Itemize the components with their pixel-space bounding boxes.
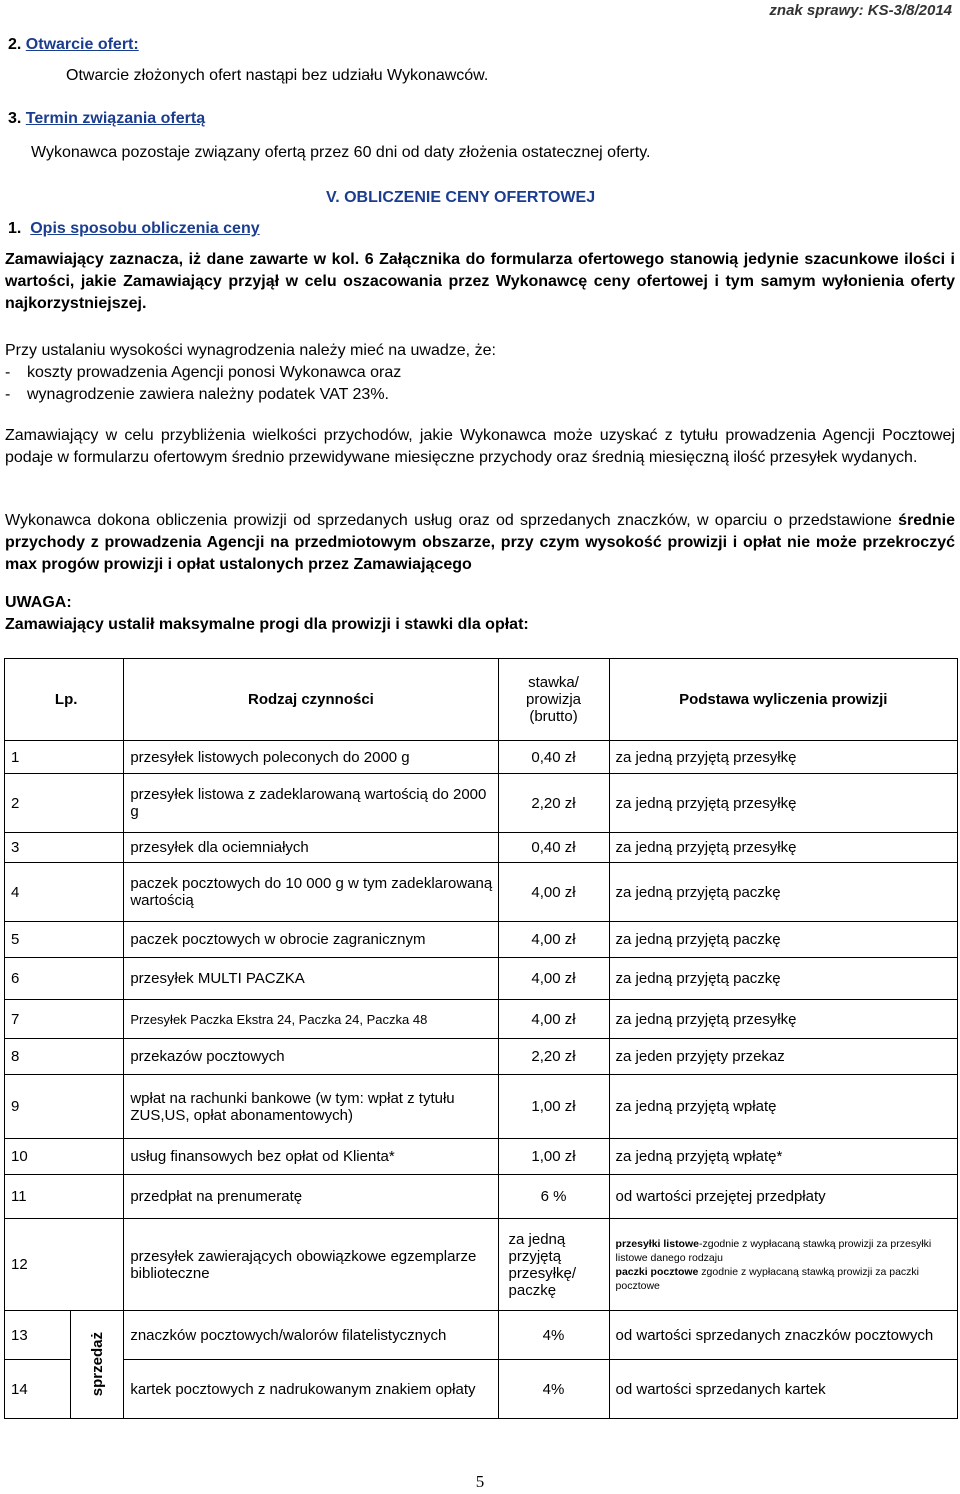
table-header-row (5, 659, 958, 741)
section-1-title: Opis sposobu obliczenia ceny (30, 220, 260, 237)
remuneration-intro: Przy ustalaniu wysokości wynagrodzenia należy mieć na uwadze, że: (5, 342, 496, 359)
header-lp: Lp. (5, 659, 124, 741)
section-1-number: 1. (8, 220, 22, 237)
uwaga-label: UWAGA: (5, 594, 72, 611)
table-row: 14 kartek pocztowych z nadrukowanym znakiem opłaty 4% od wartości sprzedanych kartek (5, 1360, 958, 1419)
table-row: 7 Przesyłek Paczka Ekstra 24, Paczka 24, Paczka 48 4,00 zł za jedną przyjętą przesyłkę (5, 1000, 958, 1039)
section-3-number: 3. (8, 110, 22, 127)
table-row: 10 usług finansowych bez opłat od Klienta* 1,00 zł za jedną przyjętą wpłatę* (5, 1139, 958, 1175)
commission-text: Wykonawca dokona obliczenia prowizji od sprzedanych usług oraz od sprzedanych znaczków, w oparciu o przedstawione (5, 512, 899, 529)
section-2-number: 2. (8, 36, 22, 53)
thresholds-intro: Zamawiający ustalił maksymalne progi dla prowizji i stawki dla opłat: (5, 616, 529, 633)
paragraph-commission (5, 510, 955, 576)
case-number: znak sprawy: KS-3/8/2014 (769, 2, 952, 19)
commission-bold-text: średnie przychody z prowadzenia Agencji na przedmiotowym obszarze, przy czym wysokość prowizji i opłat nie może przekroczyć max progów prowizji i opłat ustalonych przez Zamawiającego (5, 512, 955, 573)
paragraph-revenue: Zamawiający w celu przybliżenia wielkości przychodów, jakie Wykonawca może uzyskać z tytułu prowadzenia Agencji Pocztowej podaje w formularzu ofertowym średnio przewidywane miesięczne przychody oraz średnią miesięczną ilość przesyłek wydanych. (5, 427, 955, 466)
table-row: 1 przesyłek listowych poleconych do 2000 g 0,40 zł za jedną przyjętą przesyłkę (5, 741, 958, 774)
section-1-heading (8, 220, 260, 238)
table-row: 9 wpłat na rachunki bankowe (w tym: wpłat z tytułu ZUS,US, opłat abonamentowych) 1,00 zł za jedną przyjętą wpłatę (5, 1075, 958, 1139)
paragraph-estimates: Zamawiający zaznacza, iż dane zawarte w kol. 6 Załącznika do formularza ofertowego stanowią jedynie szacunkowe ilości i wartości, jakie Zamawiający przyjął w celu oszacowania przez Wykonawcę ceny ofertowej i tym samym wyłonienia oferty najkorzystniejszej. (5, 251, 955, 312)
commission-table (4, 658, 958, 1419)
table-row: 13 sprzedaż znaczków pocztowych/walorów filatelistycznych 4% od wartości sprzedanych znaczków pocztowych (5, 1311, 958, 1360)
table-cell-basis-12: przesyłki listowe-zgodnie z wypłacaną stawką prowizji za przesyłki listowe danego rodzaju paczki pocztowe zgodnie z wypłacaną stawką prowizji za paczki pocztowe (609, 1219, 957, 1311)
remuneration-item: - koszty prowadzenia Agencji ponosi Wykonawca oraz (5, 364, 402, 381)
table-row: 11 przedpłat na prenumeratę 6 % od wartości przejętej przedpłaty (5, 1175, 958, 1219)
chapter-title: V. OBLICZENIE CENY OFERTOWEJ (326, 189, 596, 206)
section-2-text: Otwarcie złożonych ofert nastąpi bez udziału Wykonawców. (66, 67, 489, 84)
remuneration-item: - wynagrodzenie zawiera należny podatek VAT 23%. (5, 386, 389, 403)
section-2-title: Otwarcie ofert: (25, 36, 139, 53)
table-row: 3 przesyłek dla ociemniałych 0,40 zł za jedną przyjętą przesyłkę (5, 833, 958, 863)
section-3-title: Termin związania ofertą (25, 110, 206, 127)
table-row: 4 paczek pocztowych do 10 000 g w tym zadeklarowaną wartością 4,00 zł za jedną przyjętą paczkę (5, 863, 958, 922)
table-row: 6 przesyłek MULTI PACZKA 4,00 zł za jedną przyjętą paczkę (5, 958, 958, 1000)
section-2-heading (8, 36, 139, 54)
header-rate: stawka/ prowizja (brutto) (498, 659, 609, 741)
page-number: 5 (475, 1472, 485, 1491)
table-row: 2 przesyłek listowa z zadeklarowaną wartością do 2000 g 2,20 zł za jedną przyjętą przesyłkę (5, 774, 958, 833)
table-row: 12 przesyłek zawierających obowiązkowe egzemplarze biblioteczne za jedną przyjętą przesyłkę/ paczkę przesyłki listowe-zgodnie z wypłacaną stawką prowizji za przesyłki listowe danego rodzaju paczki pocztowe zgodnie z wypłacaną stawką prowizji za paczki pocztowe (5, 1219, 958, 1311)
group-label-cell (71, 1311, 124, 1419)
section-3-heading (8, 110, 205, 128)
table-row: 8 przekazów pocztowych 2,20 zł za jeden przyjęty przekaz (5, 1039, 958, 1075)
section-3-text: Wykonawca pozostaje związany ofertą przez 60 dni od daty złożenia ostatecznej oferty. (31, 144, 651, 161)
paragraph-remuneration (5, 340, 955, 406)
group-label-sales: sprzedaż (88, 1332, 106, 1397)
header-basis: Podstawa wyliczenia prowizji (609, 659, 957, 741)
table-row: 5 paczek pocztowych w obrocie zagranicznym 4,00 zł za jedną przyjętą paczkę (5, 922, 958, 958)
header-activity: Rodzaj czynności (124, 659, 498, 741)
